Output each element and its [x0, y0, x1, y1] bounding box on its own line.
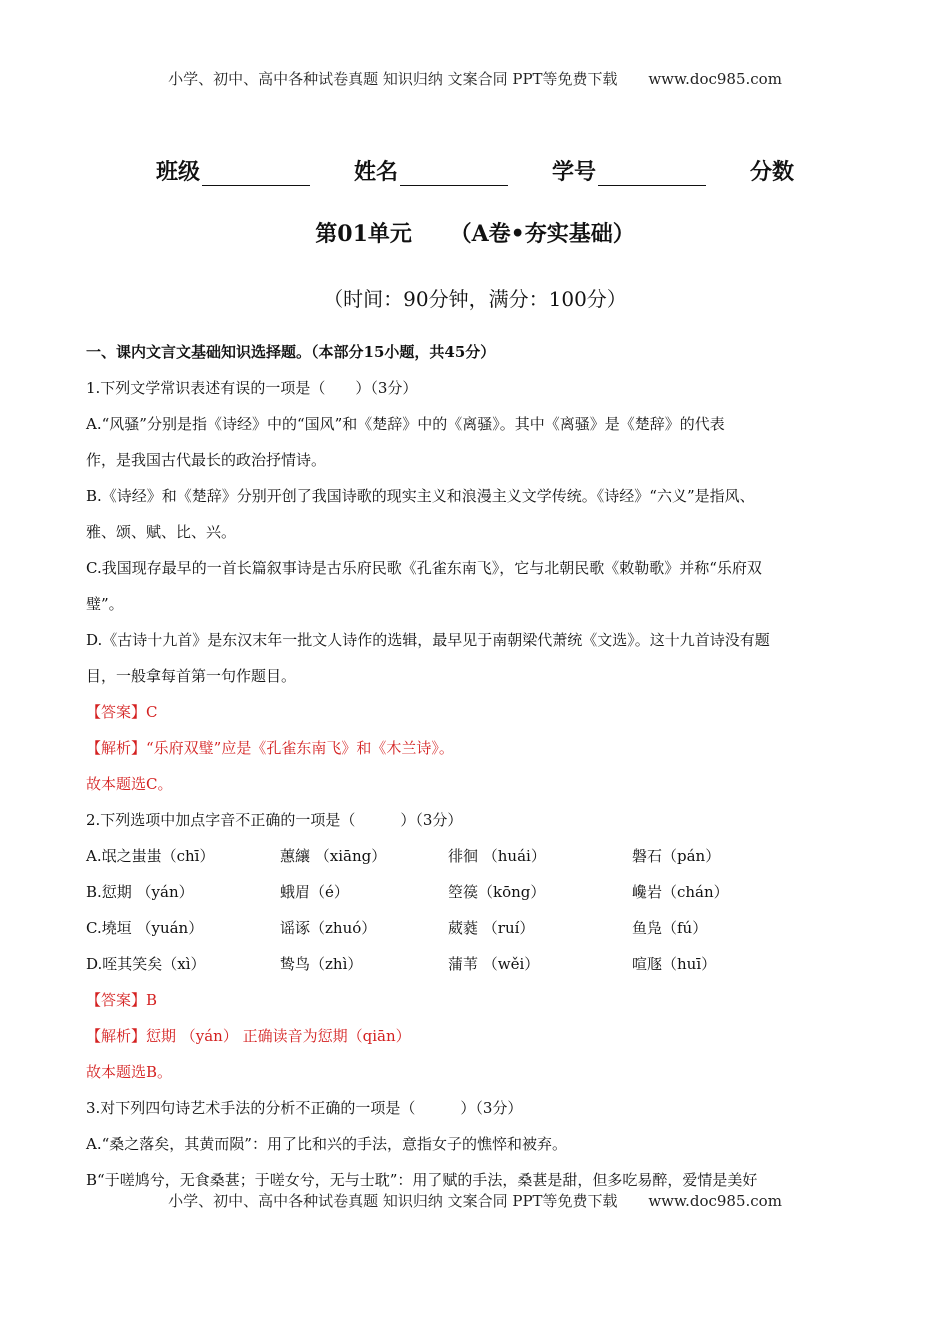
q2-item: C.墝垣 （yuán） — [86, 919, 204, 937]
q1-stem: 1.下列文学常识表述有误的一项是（ ）（3分） — [86, 379, 418, 397]
q1-option-b-line2: 雅、颂、赋、比、兴。 — [86, 523, 237, 541]
q1-analysis: 【解析】“乐府双璧”应是《孔雀东南飞》和《木兰诗》。 — [86, 739, 454, 757]
q2-item: 喧豗（huī） — [632, 955, 717, 973]
id-blank — [598, 163, 706, 186]
time-info: （时间：90分钟，满分：100分） — [323, 287, 627, 311]
name-field — [354, 155, 508, 186]
q1-option-d-line1: D.《古诗十九首》是东汉末年一批文人诗作的选辑，最早见于南朝梁代萧统《文选》。这十九首诗没有题 — [86, 631, 770, 649]
q2-analysis: 【解析】愆期 （yán） 正确读音为愆期（qiān） — [86, 1027, 411, 1045]
footer-site-link[interactable]: www.doc985.com — [648, 1192, 782, 1210]
q1-option-a-line2: 作，是我国古代最长的政治抒情诗。 — [86, 451, 327, 469]
q2-item: 谣诼（zhuó） — [280, 919, 377, 937]
q2-option-row-c — [86, 910, 868, 946]
q1-option-b-line1: B.《诗经》和《楚辞》分别开创了我国诗歌的现实主义和浪漫主义文学传统。《诗经》“六义”是指风、 — [86, 487, 755, 505]
class-label: 班级 — [155, 159, 200, 185]
q2-item: 鱼凫（fú） — [632, 919, 708, 937]
class-field — [156, 155, 310, 186]
q2-item: B.愆期 （yán） — [86, 883, 194, 901]
class-blank — [202, 163, 310, 186]
q2-item: 蛾眉（é） — [280, 883, 349, 901]
unit-name: 第01单元 — [315, 221, 412, 247]
q2-option-row-b — [86, 874, 868, 910]
q1-option-a-line1: A.“风骚”分别是指《诗经》中的“国风”和《楚辞》中的《离骚》。其中《离骚》是《楚辞》的代表 — [86, 415, 725, 433]
q2-item: 磐石（pán） — [632, 847, 721, 865]
header-site-link[interactable]: www.doc985.com — [648, 70, 782, 88]
q3-option-b: B“于嗟鸠兮，无食桑葚；于嗟女兮，无与士耽”：用了赋的手法，桑葚是甜，但多吃易醉，爱情是美好 — [86, 1171, 758, 1189]
q1-answer: 【答案】C — [86, 703, 158, 721]
id-label: 学号 — [552, 159, 597, 185]
q1-option-d-line2: 目，一般拿每首第一句作题目。 — [86, 667, 297, 685]
score-field — [750, 155, 794, 186]
exam-content — [86, 334, 868, 1198]
q2-item: 蕙纕 （xiāng） — [280, 847, 387, 865]
unit-title — [0, 217, 950, 248]
q2-item: 蒲苇 （wěi） — [448, 955, 540, 973]
footer-text: 小学、初中、高中各种试卷真题 知识归纳 文案合同 PPT等免费下载 — [168, 1192, 618, 1210]
q2-answer: 【答案】B — [86, 991, 158, 1009]
q1-conclusion: 故本题选C。 — [86, 775, 173, 793]
section-heading: 一、课内文言文基础知识选择题。（本部分15小题，共45分） — [86, 343, 496, 361]
q2-item: 徘徊 （huái） — [448, 847, 546, 865]
page-footer — [0, 1190, 950, 1211]
q1-option-c-line1: C.我国现存最早的一首长篇叙事诗是古乐府民歌《孔雀东南飞》，它与北朝民歌《敕勒歌》并称“乐府双 — [86, 559, 762, 577]
student-info — [0, 155, 950, 186]
q2-item: 葳蕤 （ruí） — [448, 919, 535, 937]
score-label: 分数 — [750, 159, 795, 185]
page-header — [0, 68, 950, 89]
q3-stem: 3.对下列四句诗艺术手法的分析不正确的一项是（ ）（3分） — [86, 1099, 523, 1117]
q3-option-a: A.“桑之落矣，其黄而陨”：用了比和兴的手法，意指女子的憔悴和被弃。 — [86, 1135, 567, 1153]
id-field — [552, 155, 706, 186]
name-label: 姓名 — [353, 159, 398, 185]
q2-item: 鸷鸟（zhì） — [280, 955, 363, 973]
q2-conclusion: 故本题选B。 — [86, 1063, 173, 1081]
q2-item: A.氓之蚩蚩（chī） — [86, 847, 215, 865]
q1-option-c-line2: 璧”。 — [86, 595, 124, 613]
q2-option-row-d — [86, 946, 868, 982]
unit-subtitle: （A卷•夯实基础） — [449, 221, 635, 247]
q2-item: 箜篌（kōng） — [448, 883, 546, 901]
q2-stem: 2.下列选项中加点字音不正确的一项是（ ）（3分） — [86, 811, 463, 829]
header-text: 小学、初中、高中各种试卷真题 知识归纳 文案合同 PPT等免费下载 — [168, 70, 618, 88]
name-blank — [400, 163, 508, 186]
q2-option-row-a — [86, 838, 868, 874]
q2-item: D.咥其笑矣（xì） — [86, 955, 206, 973]
q2-item: 巉岩（chán） — [632, 883, 729, 901]
